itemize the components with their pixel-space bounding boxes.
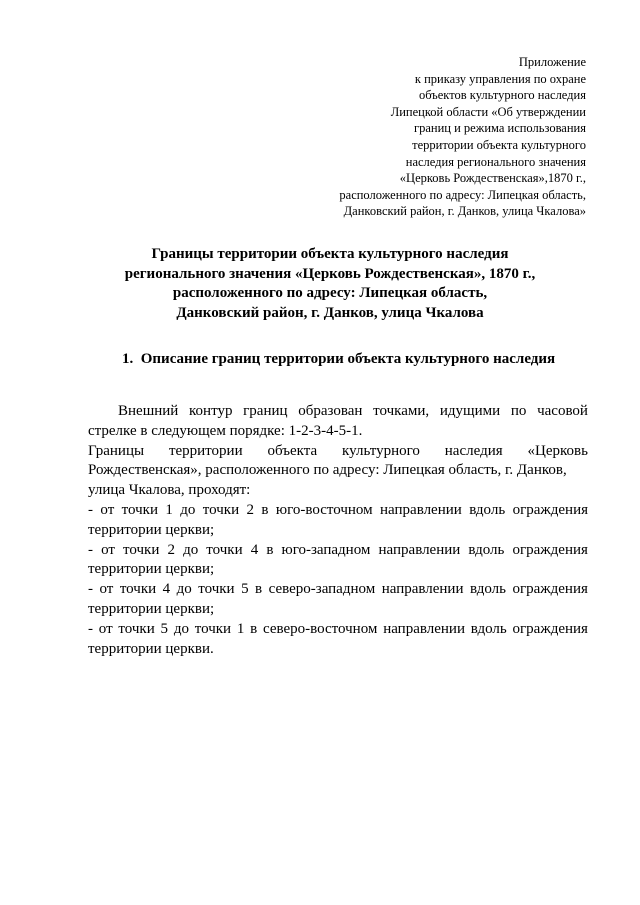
word: в [255,581,263,598]
list-item-line [88,541,588,561]
word: вдоль [468,541,505,558]
word: образован [298,403,363,419]
word: 4 [250,541,259,558]
word: 1 [165,501,173,518]
title-line: Границы территории объекта культурного наследия [151,246,509,262]
appendix-line: границ и режима использования [413,121,586,136]
word: 1 [236,620,245,637]
word: от [99,581,114,598]
title-line: расположенного по адресу: Липецкая область, [172,285,488,302]
appendix-line: территории объекта культурного [412,137,586,152]
section-body [88,402,588,659]
word: 2 [246,501,254,518]
list-item-line: территории церкви; [88,600,215,617]
word: 5 [160,620,169,637]
list-item-line: территории церкви; [88,561,215,578]
appendix-line: к приказу управления по охране [414,71,586,86]
word: Внешний [118,403,179,419]
word: точки [206,541,243,558]
word: точки [123,541,160,558]
word: 4 [162,581,171,598]
list-item-line [88,580,588,600]
word: направлении [380,501,462,518]
word: в [266,541,274,558]
word: до [173,620,189,637]
word: наследия [444,442,503,459]
document-title [60,245,600,323]
word: - [88,541,93,558]
appendix-line: объектов культурного наследия [419,88,586,103]
word: культурного [342,442,420,459]
word: юго-западном [281,541,371,558]
word: 2 [167,541,175,558]
word: вдоль [469,581,506,598]
paragraph-line: стрелке в следующем порядке: 1-2-3-4-5-1. [88,422,363,439]
paragraph-line [88,402,588,422]
word: 5 [241,581,249,598]
word: идущими [439,403,501,419]
word: от [98,620,113,637]
word: точками, [373,403,430,419]
word: ограждения [512,581,588,598]
list-item-line: территории церкви. [88,640,214,657]
list-item-line [88,501,588,521]
word: контур [189,403,233,419]
word: ограждения [512,501,588,518]
word: объекта [267,442,318,459]
word: точки [194,620,232,637]
word: до [176,581,192,598]
appendix-line: Данковский район, г. Данков, улица Чкалова» [343,204,586,219]
appendix-line: Приложение [518,55,586,69]
word: часовой [537,403,588,419]
word: вдоль [470,620,507,637]
word: Границы [88,442,145,459]
word: точки [119,581,157,598]
title-line: Данковский район, г. Данков, улица Чкалова [176,304,484,321]
word: точки [118,620,155,637]
section-title: Описание границ территории объекта культурного наследия [140,351,556,367]
word: северо-восточном [263,620,378,637]
word: северо-западном [268,581,376,598]
word: по [510,403,527,419]
title-line: регионального значения «Церковь Рождественская», 1870 г., [124,265,536,282]
word: территории [168,442,243,459]
appendix-line: наследия регионального значения [405,154,586,169]
list-item-line [88,620,588,640]
list-item-line: территории церкви; [88,521,215,538]
appendix-line: расположенного по адресу: Липецкая область, [339,187,586,202]
section-heading [122,350,555,369]
word: направлении [381,581,464,598]
word: до [180,501,196,518]
paragraph-line [88,442,588,462]
word: - [88,501,93,518]
paragraph-line: улица Чкалова, проходят: [88,482,251,499]
paragraph-line: Рождественская», расположенного по адресу: Липецкая область, г. Данков, [88,462,567,479]
word: - [88,581,93,598]
section-number: 1. [122,351,134,367]
word: ограждения [512,620,588,637]
appendix-block [286,54,586,220]
word: от [101,541,115,558]
word: ограждения [512,541,588,558]
word: в [261,501,269,518]
word: точки [198,581,235,598]
word: «Церковь [527,442,588,459]
word: в [250,620,258,637]
word: границ [243,403,288,419]
word: юго-восточном [275,501,373,518]
word: точки [202,501,240,518]
word: до [183,541,199,558]
appendix-line: Липецкой области «Об утверждении [390,104,586,119]
word: направлении [383,620,465,637]
word: - [88,620,93,637]
word: направлении [378,541,461,558]
word: точки [121,501,158,518]
appendix-line: «Церковь Рождественская»,1870 г., [399,171,586,186]
word: вдоль [469,501,506,518]
word: от [100,501,115,518]
